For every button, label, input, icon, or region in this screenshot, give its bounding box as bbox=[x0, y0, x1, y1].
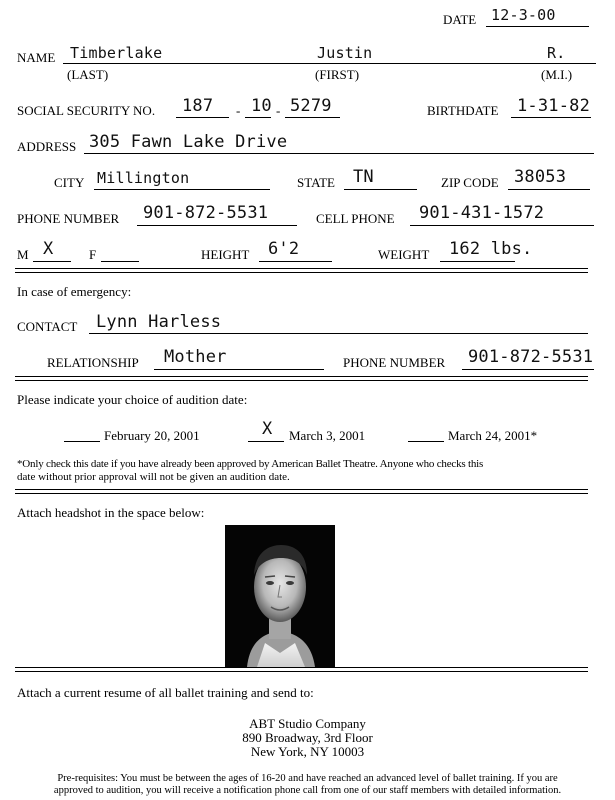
headshot-heading: Attach headshot in the space below: bbox=[17, 505, 205, 520]
address-value[interactable]: 305 Fawn Lake Drive bbox=[89, 132, 288, 152]
male-label: M bbox=[17, 247, 29, 262]
address-line bbox=[84, 153, 594, 154]
mail-address-line1: ABT Studio Company bbox=[249, 716, 366, 731]
first-name-value[interactable]: Justin bbox=[317, 44, 373, 62]
ssn-line2 bbox=[245, 117, 271, 118]
weight-label: WEIGHT bbox=[378, 247, 430, 262]
audition-option-1-line bbox=[64, 441, 100, 442]
state-value[interactable]: TN bbox=[353, 167, 374, 187]
emergency-phone-label: PHONE NUMBER bbox=[343, 355, 446, 370]
audition-option-1-label: February 20, 2001 bbox=[104, 428, 200, 443]
ssn-label: SOCIAL SECURITY NO. bbox=[17, 103, 156, 118]
mail-address-line2: 890 Broadway, 3rd Floor bbox=[242, 730, 373, 745]
audition-option-2-line bbox=[248, 441, 284, 442]
zip-value[interactable]: 38053 bbox=[514, 167, 567, 187]
emergency-phone-value[interactable]: 901-872-5531 bbox=[468, 347, 594, 367]
ssn-part1[interactable]: 187 bbox=[182, 96, 214, 116]
date-label: DATE bbox=[443, 12, 477, 27]
audition-option-2-mark[interactable]: X bbox=[262, 419, 273, 439]
mail-address-line3: New York, NY 10003 bbox=[250, 744, 365, 759]
name-line bbox=[63, 63, 596, 64]
audition-option-3-label: March 24, 2001* bbox=[448, 428, 538, 443]
zip-label: ZIP CODE bbox=[441, 175, 499, 190]
state-line bbox=[344, 189, 417, 190]
ssn-dash2: - bbox=[276, 103, 281, 118]
section-divider bbox=[15, 268, 588, 273]
contact-label: CONTACT bbox=[17, 319, 78, 334]
name-label: NAME bbox=[17, 50, 56, 65]
mi-caption: (M.I.) bbox=[541, 67, 573, 82]
ssn-line1 bbox=[176, 117, 229, 118]
weight-line bbox=[440, 261, 515, 262]
section-divider bbox=[15, 376, 588, 381]
mi-value[interactable]: R. bbox=[547, 44, 566, 62]
section-divider bbox=[15, 489, 588, 494]
height-label: HEIGHT bbox=[201, 247, 250, 262]
ssn-dash1: - bbox=[236, 103, 241, 118]
audition-option-3-line bbox=[408, 441, 444, 442]
emergency-phone-line bbox=[462, 369, 594, 370]
cell-line bbox=[410, 225, 594, 226]
resume-heading: Attach a current resume of all ballet training and send to: bbox=[17, 685, 314, 700]
relationship-label: RELATIONSHIP bbox=[47, 355, 139, 370]
female-line bbox=[101, 261, 139, 262]
height-value[interactable]: 6'2 bbox=[268, 239, 300, 259]
city-value[interactable]: Millington bbox=[97, 169, 190, 187]
relationship-value[interactable]: Mother bbox=[164, 347, 227, 367]
birthdate-line bbox=[511, 117, 591, 118]
cell-value[interactable]: 901-431-1572 bbox=[419, 203, 545, 223]
ssn-part2[interactable]: 10 bbox=[251, 96, 272, 116]
last-name-value[interactable]: Timberlake bbox=[70, 44, 163, 62]
male-mark[interactable]: X bbox=[43, 239, 54, 259]
contact-line bbox=[89, 333, 588, 334]
first-caption: (FIRST) bbox=[315, 67, 360, 82]
city-label: CITY bbox=[54, 175, 85, 190]
relationship-line bbox=[154, 369, 324, 370]
phone-line bbox=[137, 225, 297, 226]
city-line bbox=[94, 189, 270, 190]
cell-label: CELL PHONE bbox=[316, 211, 395, 226]
zip-line bbox=[508, 189, 590, 190]
state-label: STATE bbox=[297, 175, 335, 190]
emergency-heading: In case of emergency: bbox=[17, 284, 132, 299]
prerequisites-line2: approved to audition, you will receive a notification phone call from one of our staff members with detailed information. bbox=[53, 785, 562, 796]
phone-value[interactable]: 901-872-5531 bbox=[143, 203, 269, 223]
audition-footnote-line1: *Only check this date if you have already been approved by American Ballet Theatre. Anyone who checks this bbox=[17, 458, 484, 470]
phone-label: PHONE NUMBER bbox=[17, 211, 120, 226]
male-line bbox=[33, 261, 71, 262]
height-line bbox=[259, 261, 332, 262]
headshot-photo bbox=[225, 525, 335, 667]
section-divider bbox=[15, 667, 588, 672]
birthdate-value[interactable]: 1-31-82 bbox=[517, 96, 591, 116]
address-label: ADDRESS bbox=[17, 139, 77, 154]
prerequisites-line1: Pre-requisites: You must be between the ages of 16-20 and have reached an advanced level of ballet training. If you are bbox=[57, 773, 558, 784]
contact-value[interactable]: Lynn Harless bbox=[96, 312, 222, 332]
audition-option-2-label: March 3, 2001 bbox=[289, 428, 366, 443]
ssn-part3[interactable]: 5279 bbox=[290, 96, 332, 116]
date-value[interactable]: 12-3-00 bbox=[491, 6, 556, 24]
birthdate-label: BIRTHDATE bbox=[427, 103, 499, 118]
last-caption: (LAST) bbox=[67, 67, 109, 82]
audition-heading: Please indicate your choice of audition date: bbox=[17, 392, 248, 407]
weight-value[interactable]: 162 lbs. bbox=[449, 239, 533, 259]
ssn-line3 bbox=[285, 117, 340, 118]
audition-footnote-line2: date without prior approval will not be given an audition date. bbox=[17, 471, 290, 483]
date-line bbox=[486, 26, 589, 27]
female-label: F bbox=[89, 247, 97, 262]
